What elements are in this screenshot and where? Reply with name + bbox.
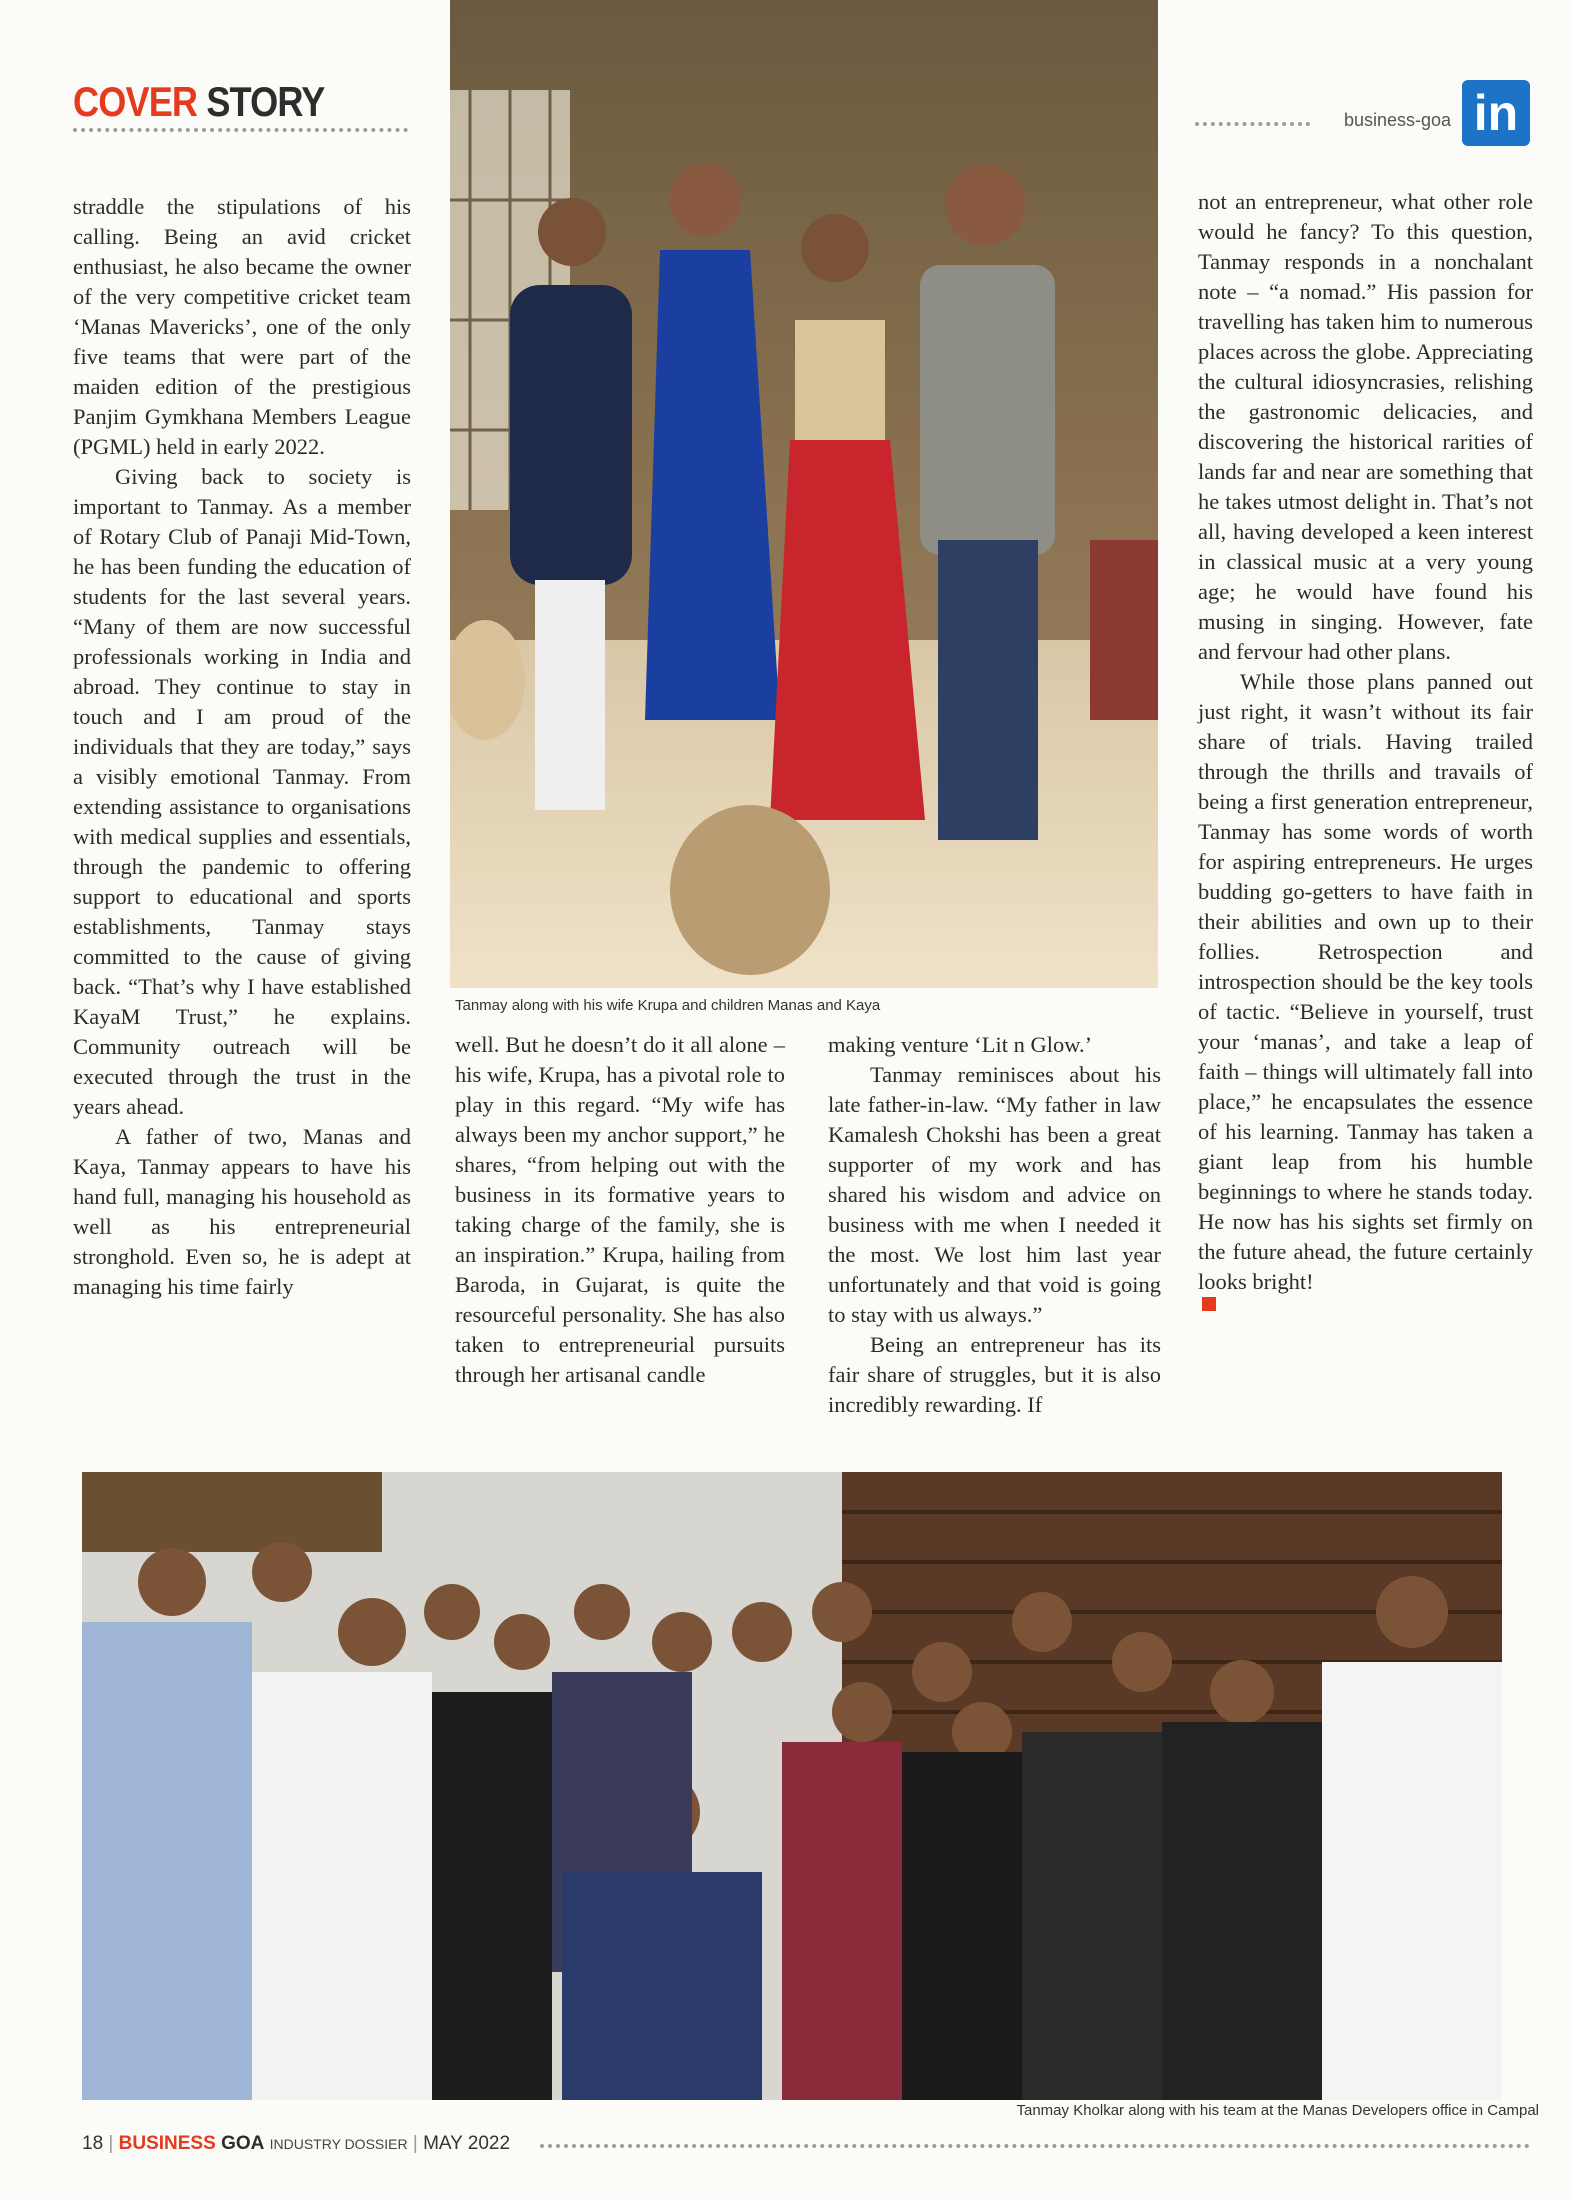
site-label: business-goa [1344, 110, 1452, 130]
issue-date: MAY 2022 [423, 2133, 511, 2154]
footer: 18 | BUSINESS GOA INDUSTRY DOSSIER | MAY 2022 [82, 2133, 511, 2154]
section-title-word2: STORY [206, 78, 325, 125]
column-right [1198, 187, 1533, 1316]
team-photo-caption: Tanmay Kholkar along with his team at the Manas Developers office in Campal [1016, 2102, 1539, 2119]
brand-goa: GOA [221, 2133, 265, 2154]
team-photo [82, 1472, 1502, 2100]
page-number: 18 [82, 2133, 104, 2154]
footer-rule [540, 2144, 1530, 2148]
paragraph: Tanmay reminisces about his late father-in-law. “My father in law Kamalesh Chokshi has been a great supporter of my work and has shared his wisdom and advice on business with me when I needed it the most. We lost him last year unfortunately and that void is going to stay with us always.” [828, 1062, 1161, 1327]
header-rule-right [1195, 122, 1310, 126]
edition-label: INDUSTRY DOSSIER [269, 2136, 408, 2152]
end-mark-icon [1202, 1297, 1216, 1311]
logo-text: in [1473, 85, 1519, 141]
section-title-word1: COVER [73, 78, 198, 125]
paragraph: A father of two, Manas and Kaya, Tanmay appears to have his hand full, managing his household as well as his entrepreneurial stronghold. Even so, he is adept at managing his time fairly [73, 1124, 411, 1299]
linkedin-logo-icon [1462, 80, 1530, 146]
column-left [73, 192, 411, 1302]
paragraph: well. But he doesn’t do it all alone – his wife, Krupa, has a pivotal role to play in this regard. “My wife has always been my anchor support,” he shares, “from helping out with the business in its formative years to taking charge of the family, she is an inspiration.” Krupa, hailing from Baroda, in Gujarat, is quite the resourceful personality. She has also taken to entrepreneurial pursuits through her artisanal candle [455, 1032, 785, 1387]
paragraph: not an entrepreneur, what other role would he fancy? To this question, Tanmay responds in a nonchalant note – “a nomad.” His passion for travelling has taken him to numerous places across the globe. Appreciating the cultural idiosyncrasies, relishing the gastronomic delicacies, and discovering the historical rarities of lands far and near are something that he takes utmost delight in. That’s not all, having developed a keen interest in classical music at a very young age; he would have found his musing in singing. However, fate and fervour had other plans. [1198, 189, 1533, 664]
family-photo [450, 0, 1158, 988]
brand-business: BUSINESS [118, 2133, 216, 2154]
family-photo-caption: Tanmay along with his wife Krupa and children Manas and Kaya [455, 997, 881, 1014]
paragraph: making venture ‘Lit n Glow.’ [828, 1032, 1093, 1057]
paragraph: While those plans panned out just right, it wasn’t without its fair share of trials. Having trailed through the thrills and travails of being a first generation entrepreneur, Tanmay has some words of worth for aspiring entrepreneurs. He urges budding go-getters to have faith in their abilities and own up to their follies. Retrospection and introspection should be the key tools of tactic. “Believe in yourself, trust your ‘manas’, and take a leap of faith – things will ultimately fall into place,” he encapsulates the essence of his learning. Tanmay has taken a giant leap from his humble beginnings to where he stands today. He now has his sights set firmly on the future ahead, the future certainly looks bright! [1198, 669, 1533, 1294]
paragraph: Giving back to society is important to Tanmay. As a member of Rotary Club of Panaji Mid-Town, he has been funding the education of students for the last several years. “Many of them are now successful professionals working in India and abroad. They continue to stay in touch and I am proud of the individuals that they are today,” says a visibly emotional Tanmay. From extending assistance to organisations with medical supplies and essentials, through the pandemic to offering support to educational and sports establishments, Tanmay stays committed to the cause of giving back. “That’s why I have established KayaM Trust,” he explains. Community outreach will be executed through the trust in the years ahead. [73, 464, 411, 1119]
paragraph: Being an entrepreneur has its fair share of struggles, but it is also incredibly rewarding. If [828, 1332, 1161, 1417]
header-rule-left [73, 128, 408, 132]
column-third [828, 1030, 1161, 1420]
section-title [73, 78, 324, 126]
column-middle [455, 1030, 785, 1390]
paragraph: straddle the stipulations of his calling. Being an avid cricket enthusiast, he also became the owner of the very competitive cricket team ‘Manas Mavericks’, one of the only five teams that were part of the maiden edition of the prestigious Panjim Gymkhana Members League (PGML) held in early 2022. [73, 194, 411, 459]
